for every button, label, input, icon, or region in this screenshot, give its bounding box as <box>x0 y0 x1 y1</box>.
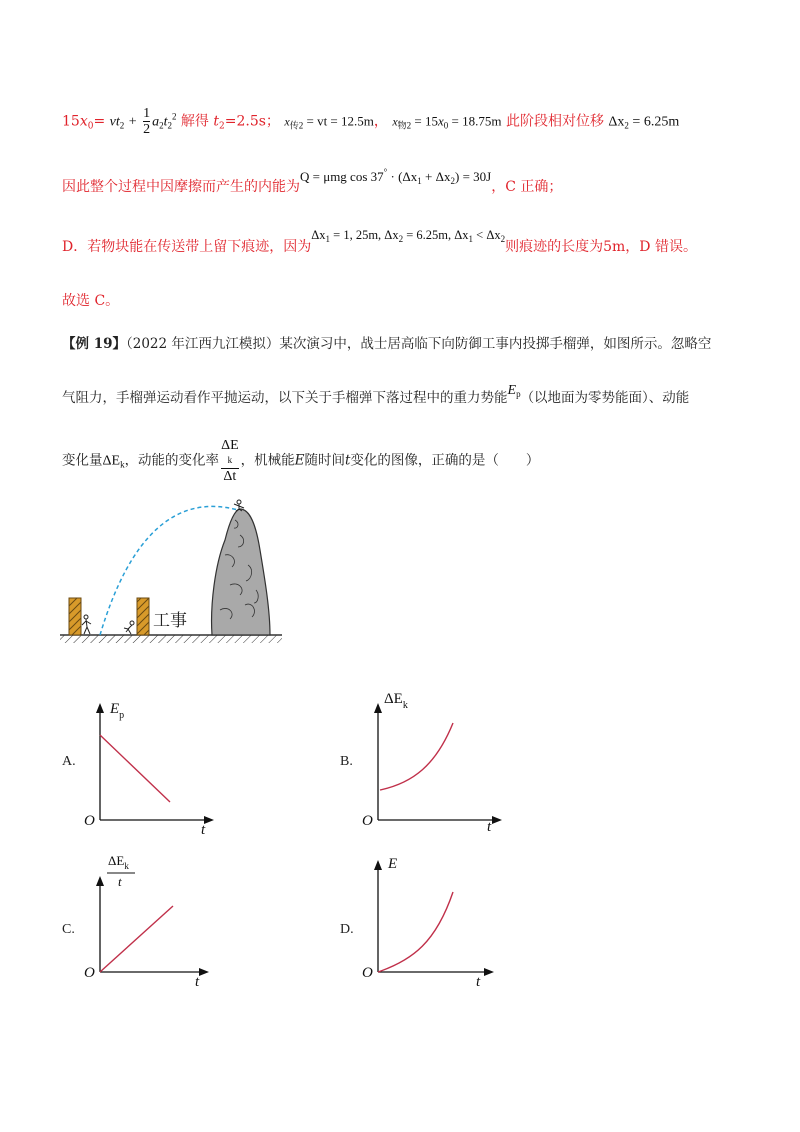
graph-d-y-arrow <box>374 860 382 870</box>
vt-sub: 2 <box>119 120 125 131</box>
graph-c-y-arrow <box>96 876 104 886</box>
x-block-sub: 物2 <box>397 120 412 131</box>
graph-c-line <box>100 906 173 972</box>
solution-line-3 <box>62 224 697 255</box>
trace-f2: = 1, 25m, Δx <box>330 228 399 242</box>
heat-sub-1: 1 <box>417 176 422 186</box>
trace-f1: Δx <box>311 228 326 242</box>
option-d-label: D. <box>340 922 354 937</box>
heat-formula-d: ) = 30J <box>454 169 492 184</box>
mech-energy-var: E <box>294 452 305 469</box>
lead-number: 15 <box>62 113 80 130</box>
half-fraction <box>143 106 150 137</box>
rate-num-sub: k <box>227 455 233 465</box>
graph-a-xlabel: t <box>201 822 206 835</box>
x-block-x0: x <box>438 113 444 129</box>
ep-symbol: E <box>507 383 517 398</box>
ground-hatch <box>60 635 282 643</box>
dek-sub: k <box>120 459 125 470</box>
plus-sign: + <box>128 114 137 130</box>
vt-term: vt <box>109 114 120 130</box>
x-block-eq: = 15 <box>411 113 439 129</box>
trace-f1-sub: 1 <box>325 234 331 244</box>
heat-formula-a: Q = μmg cos 37 <box>300 169 384 184</box>
x-block-x0-sub: 0 <box>443 120 449 131</box>
example-text-3c: ，机械能 <box>240 452 295 469</box>
trace-prefix: D．若物块能在传送带上留下痕迹，因为 <box>62 239 312 255</box>
rate-den: Δt <box>223 469 237 484</box>
dx2-value: = 6.25m <box>628 114 680 130</box>
graph-a-x-arrow <box>204 816 214 824</box>
relative-text: 此阶段相对位移 <box>505 113 604 130</box>
graph-a-y-arrow <box>96 703 104 713</box>
ep-sub: p <box>516 389 521 399</box>
graph-d-origin: O <box>362 965 373 981</box>
graph-d-curve <box>378 892 453 972</box>
right-wall <box>137 598 149 635</box>
x-belt-sub: 传2 <box>289 120 304 131</box>
graph-b-origin: O <box>362 813 373 829</box>
dx2-var: Δx <box>608 114 625 130</box>
graph-b-y-arrow <box>374 703 382 713</box>
graph-b-curve <box>380 723 453 790</box>
example-line-2 <box>62 378 690 406</box>
trace-suffix: 则痕迹的长度为5m，D 错误。 <box>505 239 697 255</box>
graph-c-origin: O <box>84 965 95 981</box>
graph-a-origin: O <box>84 813 95 829</box>
graph-a <box>80 695 220 835</box>
x-belt-eq: = vt = 12.5m <box>303 113 374 129</box>
dek-symbol: ΔE <box>102 453 121 469</box>
graph-c-xlabel: t <box>195 974 200 990</box>
x-block-value: = 18.75m <box>448 113 502 129</box>
example-text-3e: 变化的图像，正确的是（ ） <box>350 452 540 469</box>
trace-f3: = 6.25m, Δx <box>403 228 469 242</box>
graph-d-x-arrow <box>484 968 494 976</box>
graph-a-ylabel: $E_p$ <box>110 701 125 721</box>
t2-sub: 2 <box>219 121 225 132</box>
scene-illustration <box>60 495 290 650</box>
separator: ， <box>373 113 388 130</box>
heat-formula-c: + Δx <box>421 169 451 184</box>
example-line-1 <box>62 332 711 352</box>
heat-degree: ° <box>383 167 388 177</box>
heat-suffix: ，C 正确； <box>491 179 563 195</box>
t2-value: =2.5s； <box>224 113 280 130</box>
t2-var: t <box>213 113 220 130</box>
x0-sub: 0 <box>87 121 94 132</box>
solve-text: 解得 <box>180 113 209 130</box>
trace-f4-sub: 2 <box>500 234 506 244</box>
time-sup: 2 <box>171 111 177 122</box>
graph-a-line <box>100 735 170 802</box>
rock-cliff <box>212 509 270 635</box>
solution-line-1 <box>62 106 679 137</box>
example-line-3 <box>62 438 539 484</box>
graph-b-x-arrow <box>492 816 502 824</box>
example-text-3a: 变化量 <box>62 452 103 469</box>
soldier-standing <box>82 615 91 634</box>
option-a-label: A. <box>62 754 76 769</box>
time-sub: 2 <box>167 120 172 131</box>
option-b-label: B. <box>340 754 353 769</box>
time-var: t <box>163 114 168 130</box>
trace-f2-sub: 2 <box>398 234 404 244</box>
accel-sub: 2 <box>159 120 164 131</box>
dx2-sub: 2 <box>624 120 629 131</box>
trace-f3-sub: 1 <box>468 234 474 244</box>
time-var-text: t <box>344 452 351 469</box>
graph-d-ylabel: E <box>388 856 398 872</box>
x-belt-var: x <box>284 114 290 129</box>
heat-sub-2: 2 <box>450 176 455 186</box>
solution-line-2 <box>62 166 563 195</box>
option-c-label: C. <box>62 922 75 937</box>
graph-c-ylabel-num: $\Delta E_k$ <box>108 853 129 871</box>
graph-c-ylabel-den: t <box>118 874 122 889</box>
accel-var: a <box>152 114 160 130</box>
graph-b-ylabel: $\Delta E_k$ <box>384 691 408 711</box>
graph-d-xlabel: t <box>476 974 481 990</box>
graph-c <box>80 850 220 990</box>
rate-fraction <box>221 438 239 484</box>
graph-c-x-arrow <box>199 968 209 976</box>
half-num: 1 <box>143 106 151 121</box>
heat-prefix: 因此整个过程中因摩擦而产生的内能为 <box>62 179 300 195</box>
soldier-crouching <box>124 621 134 634</box>
solution-line-4: 故选 C。 <box>62 293 120 309</box>
heat-formula-b: · (Δx <box>387 169 418 184</box>
example-text-2b: （以地面为零势能面）、动能 <box>520 390 690 406</box>
example-text-3b: ，动能的变化率 <box>124 452 220 469</box>
example-text-3d: 随时间 <box>304 452 345 469</box>
example-text-1: （2022 年江西九江模拟）某次演习中，战士居高临下向防御工事内投掷手榴弹，如图所示。忽略空 <box>126 336 712 352</box>
graph-b-xlabel: t <box>487 819 492 835</box>
x0-var: x <box>79 113 88 130</box>
trace-f4: < Δx <box>473 228 501 242</box>
graph-b <box>358 685 508 835</box>
example-text-2a: 气阻力，手榴弹运动看作平抛运动，以下关于手榴弹下落过程中的重力势能 <box>62 390 508 406</box>
example-tag: 【例 19】 <box>62 336 126 352</box>
half-den: 2 <box>143 122 151 137</box>
x-block-var: x <box>392 114 398 129</box>
left-wall <box>69 598 81 635</box>
fortification-label: 工事 <box>153 611 187 631</box>
graph-d <box>358 850 508 990</box>
rate-num: ΔE <box>221 438 239 453</box>
equals: = <box>93 113 106 130</box>
